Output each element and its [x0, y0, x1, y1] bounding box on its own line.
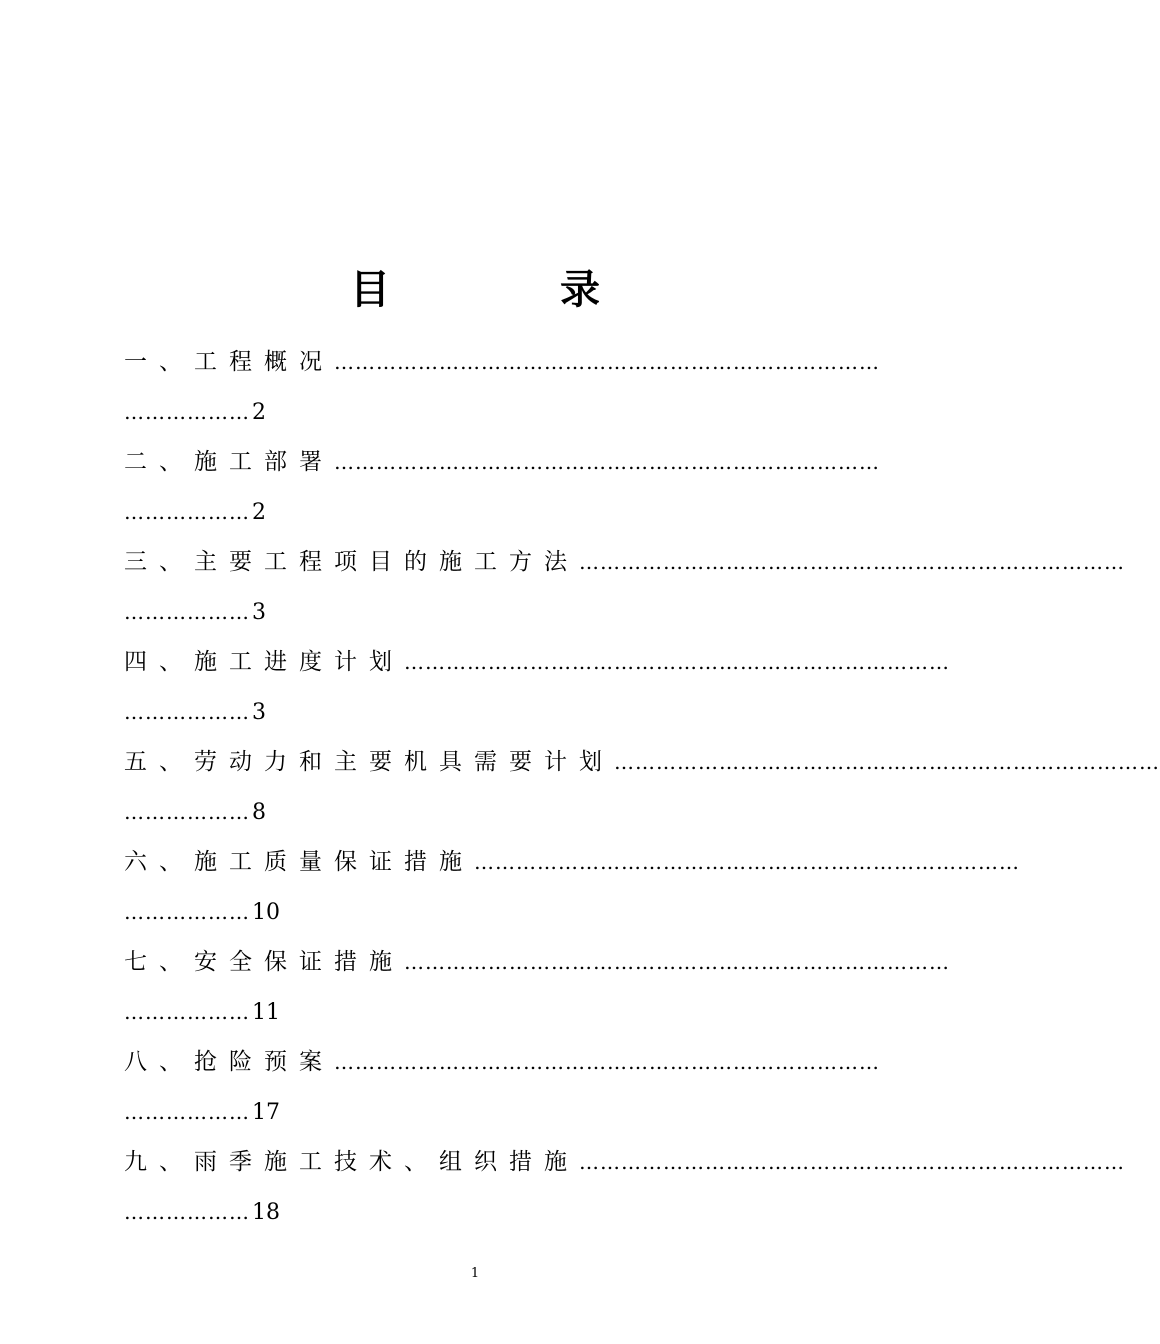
toc-leader-dots: ………………: [124, 500, 250, 524]
toc-leader-dots: ……………………………………………………………………: [334, 350, 880, 374]
title-char-right: 录: [560, 266, 600, 313]
toc-leader-dots: ……………………………………………………………………: [474, 850, 1020, 874]
toc-entry-title: 九、雨季施工技术、组织措施: [124, 1149, 579, 1175]
toc-entry[interactable]: [124, 440, 880, 540]
toc-leader-dots: ……………………………………………………………………: [404, 950, 950, 974]
toc-entry[interactable]: [124, 1040, 880, 1140]
toc-entry-page: 10: [252, 900, 280, 925]
toc-entry[interactable]: [124, 540, 1125, 640]
page-title: [0, 258, 950, 315]
toc-entry-title: 三、主要工程项目的施工方法: [124, 549, 579, 575]
toc-leader-dots: ………………: [124, 600, 250, 624]
toc-leader-dots: ………………: [124, 400, 250, 424]
toc-entry-page: 11: [252, 1000, 280, 1025]
toc-entry-page: 3: [252, 700, 266, 725]
toc-entry-page: 8: [252, 800, 266, 825]
toc-entry-page: 2: [252, 400, 266, 425]
toc-entry-title: 一、工程概况: [124, 349, 334, 375]
toc-entry-page: 3: [252, 600, 266, 625]
toc-entry[interactable]: [124, 940, 950, 1040]
toc-leader-dots: ………………: [124, 1100, 250, 1124]
toc-leader-dots: ……………………………………………………………………: [579, 550, 1125, 574]
toc-leader-dots: ……………………………………………………………………: [404, 650, 950, 674]
toc-entry-title: 五、劳动力和主要机具需要计划: [124, 749, 614, 775]
toc-leader-dots: ……………………………………………………………………: [334, 450, 880, 474]
toc-entry-title: 八、抢险预案: [124, 1049, 334, 1075]
toc-leader-dots: ………………: [124, 900, 250, 924]
toc-entry-title: 二、施工部署: [124, 449, 334, 475]
toc-leader-dots: ……………………………………………………………………: [579, 1150, 1125, 1174]
toc-entry[interactable]: [124, 340, 880, 440]
toc-leader-dots: ……………………………………………………………………: [334, 1050, 880, 1074]
toc-entry-title: 七、安全保证措施: [124, 949, 404, 975]
toc-leader-dots: ………………: [124, 800, 250, 824]
toc-entry-page: 2: [252, 500, 266, 525]
toc-entry-title: 六、施工质量保证措施: [124, 849, 474, 875]
toc-entry[interactable]: [124, 640, 950, 740]
toc-entry-page: 17: [252, 1100, 280, 1125]
toc-entry-page: 18: [252, 1200, 280, 1225]
toc-leader-dots: ………………: [124, 1200, 250, 1224]
toc-entry-title: 四、施工进度计划: [124, 649, 404, 675]
toc-entry[interactable]: [124, 740, 1160, 840]
table-of-contents: [124, 340, 1160, 1240]
toc-entry[interactable]: [124, 840, 1020, 940]
toc-leader-dots: ……………………………………………………………………: [614, 750, 1160, 774]
toc-leader-dots: ………………: [124, 1000, 250, 1024]
page-number: 1: [470, 1266, 480, 1281]
title-char-left: 目: [350, 266, 390, 313]
toc-leader-dots: ………………: [124, 700, 250, 724]
toc-entry[interactable]: [124, 1140, 1125, 1240]
